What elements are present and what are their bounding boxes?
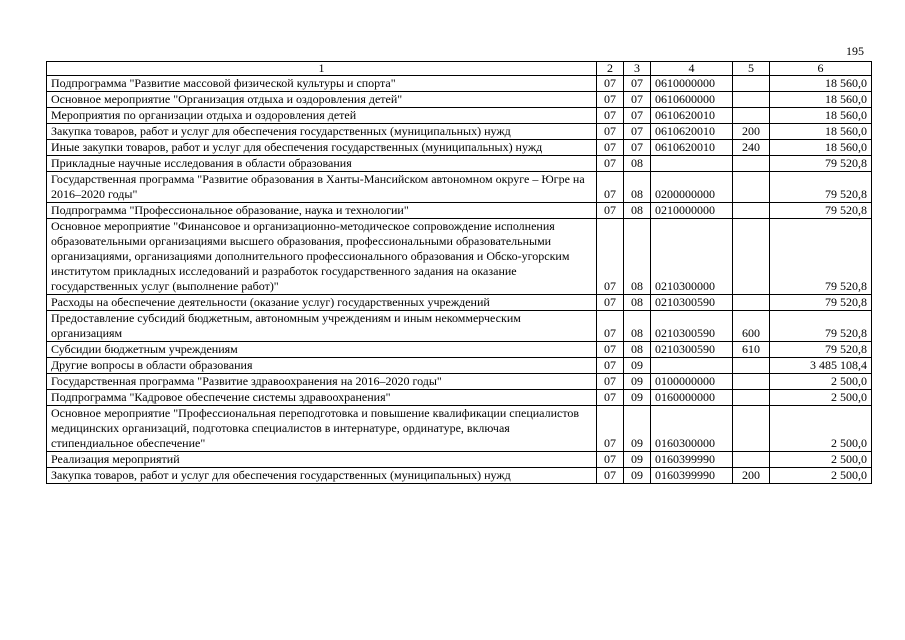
cell-expense-type [733,374,770,390]
cell-subsection: 08 [624,295,651,311]
cell-name: Предоставление субсидий бюджетным, автономным учреждениям и иным некоммерческим организациям [47,311,597,342]
cell-amount: 18 560,0 [770,108,872,124]
cell-section: 07 [597,468,624,484]
cell-expense-type [733,108,770,124]
table-row [47,468,872,484]
cell-expense-type [733,76,770,92]
cell-name: Подпрограмма "Профессиональное образование, наука и технологии" [47,203,597,219]
cell-target-article: 0160399990 [651,468,733,484]
cell-target-article: 0610600000 [651,92,733,108]
cell-section: 07 [597,342,624,358]
cell-target-article: 0210300000 [651,219,733,295]
cell-subsection: 08 [624,156,651,172]
cell-subsection: 09 [624,358,651,374]
cell-subsection: 08 [624,203,651,219]
cell-amount: 79 520,8 [770,342,872,358]
header-row [47,62,872,76]
cell-expense-type [733,295,770,311]
cell-amount: 18 560,0 [770,76,872,92]
cell-section: 07 [597,295,624,311]
cell-target-article: 0610620010 [651,140,733,156]
cell-target-article: 0610620010 [651,108,733,124]
cell-expense-type: 200 [733,468,770,484]
cell-amount: 79 520,8 [770,311,872,342]
cell-subsection: 09 [624,468,651,484]
cell-target-article: 0610620010 [651,124,733,140]
cell-subsection: 09 [624,374,651,390]
table-row [47,452,872,468]
cell-target-article: 0160399990 [651,452,733,468]
table-row [47,406,872,452]
cell-name: Подпрограмма "Кадровое обеспечение системы здравоохранения" [47,390,597,406]
cell-expense-type: 610 [733,342,770,358]
cell-section: 07 [597,108,624,124]
table-row [47,342,872,358]
cell-target-article: 0160300000 [651,406,733,452]
cell-name: Прикладные научные исследования в области образования [47,156,597,172]
cell-target-article: 0210300590 [651,295,733,311]
cell-section: 07 [597,140,624,156]
cell-name: Государственная программа "Развитие образования в Ханты-Мансийском автономном округе – Югре на 2016–2020 годы" [47,172,597,203]
cell-section: 07 [597,124,624,140]
cell-target-article [651,358,733,374]
cell-subsection: 08 [624,311,651,342]
cell-expense-type [733,156,770,172]
cell-expense-type: 240 [733,140,770,156]
cell-target-article: 0210000000 [651,203,733,219]
cell-subsection: 07 [624,92,651,108]
cell-amount: 2 500,0 [770,406,872,452]
cell-name: Расходы на обеспечение деятельности (оказание услуг) государственных учреждений [47,295,597,311]
cell-subsection: 07 [624,76,651,92]
cell-amount: 18 560,0 [770,92,872,108]
cell-section: 07 [597,374,624,390]
cell-amount: 79 520,8 [770,172,872,203]
cell-name: Закупка товаров, работ и услуг для обеспечения государственных (муниципальных) нужд [47,468,597,484]
cell-name: Подпрограмма "Развитие массовой физической культуры и спорта" [47,76,597,92]
cell-name: Иные закупки товаров, работ и услуг для обеспечения государственных (муниципальных) нужд [47,140,597,156]
cell-section: 07 [597,76,624,92]
cell-subsection: 07 [624,108,651,124]
table-row [47,140,872,156]
cell-target-article: 0200000000 [651,172,733,203]
cell-subsection: 09 [624,390,651,406]
cell-name: Основное мероприятие "Финансовое и организационно-методическое сопровождение исполнения образовательными организациями высшего образования, профессиональными образовательными организациями, организациями дополнительного профессионального образования и Обско-угорским институтом прикладных исследований и разработок государственного задания на оказание государственных услуг (выполнение работ)" [47,219,597,295]
cell-section: 07 [597,92,624,108]
cell-amount: 79 520,8 [770,156,872,172]
cell-section: 07 [597,156,624,172]
table-row [47,203,872,219]
cell-amount: 2 500,0 [770,390,872,406]
cell-name: Субсидии бюджетным учреждениям [47,342,597,358]
table-row [47,390,872,406]
table-row [47,295,872,311]
cell-target-article: 0210300590 [651,311,733,342]
cell-expense-type [733,406,770,452]
cell-name: Государственная программа "Развитие здравоохранения на 2016–2020 годы" [47,374,597,390]
cell-expense-type [733,219,770,295]
column-header-name: 1 [47,62,597,76]
cell-name: Реализация мероприятий [47,452,597,468]
cell-expense-type [733,390,770,406]
cell-section: 07 [597,358,624,374]
cell-target-article [651,156,733,172]
table-row [47,92,872,108]
cell-amount: 2 500,0 [770,468,872,484]
column-header-expense-type: 5 [733,62,770,76]
cell-name: Закупка товаров, работ и услуг для обеспечения государственных (муниципальных) нужд [47,124,597,140]
cell-name: Основное мероприятие "Профессиональная переподготовка и повышение квалификации специалистов медицинских организаций, подготовка специалистов в интернатуре, ординатуре, включая стипендиальное обеспечение" [47,406,597,452]
cell-section: 07 [597,311,624,342]
cell-amount: 79 520,8 [770,295,872,311]
table-row [47,358,872,374]
table-row [47,76,872,92]
cell-subsection: 08 [624,172,651,203]
cell-amount: 79 520,8 [770,219,872,295]
cell-section: 07 [597,452,624,468]
column-header-amount: 6 [770,62,872,76]
cell-section: 07 [597,219,624,295]
table-row [47,374,872,390]
page-number: 195 [846,44,864,58]
cell-expense-type [733,452,770,468]
column-header-section: 2 [597,62,624,76]
cell-subsection: 07 [624,124,651,140]
cell-subsection: 09 [624,406,651,452]
cell-target-article: 0210300590 [651,342,733,358]
cell-section: 07 [597,406,624,452]
table-row [47,219,872,295]
table-row [47,124,872,140]
cell-amount: 3 485 108,4 [770,358,872,374]
cell-amount: 2 500,0 [770,452,872,468]
cell-subsection: 08 [624,342,651,358]
cell-section: 07 [597,203,624,219]
cell-subsection: 08 [624,219,651,295]
cell-amount: 79 520,8 [770,203,872,219]
cell-section: 07 [597,172,624,203]
cell-expense-type: 200 [733,124,770,140]
cell-subsection: 07 [624,140,651,156]
cell-name: Основное мероприятие "Организация отдыха и оздоровления детей" [47,92,597,108]
budget-table [46,61,872,484]
cell-name: Мероприятия по организации отдыха и оздоровления детей [47,108,597,124]
cell-amount: 18 560,0 [770,140,872,156]
cell-target-article: 0610000000 [651,76,733,92]
table-row [47,108,872,124]
column-header-subsection: 3 [624,62,651,76]
column-header-target-article: 4 [651,62,733,76]
cell-expense-type [733,358,770,374]
cell-subsection: 09 [624,452,651,468]
cell-expense-type [733,92,770,108]
cell-amount: 18 560,0 [770,124,872,140]
table-row [47,311,872,342]
cell-section: 07 [597,390,624,406]
cell-expense-type [733,203,770,219]
cell-target-article: 0160000000 [651,390,733,406]
table-row [47,172,872,203]
table-row [47,156,872,172]
cell-target-article: 0100000000 [651,374,733,390]
cell-amount: 2 500,0 [770,374,872,390]
cell-expense-type: 600 [733,311,770,342]
cell-expense-type [733,172,770,203]
cell-name: Другие вопросы в области образования [47,358,597,374]
